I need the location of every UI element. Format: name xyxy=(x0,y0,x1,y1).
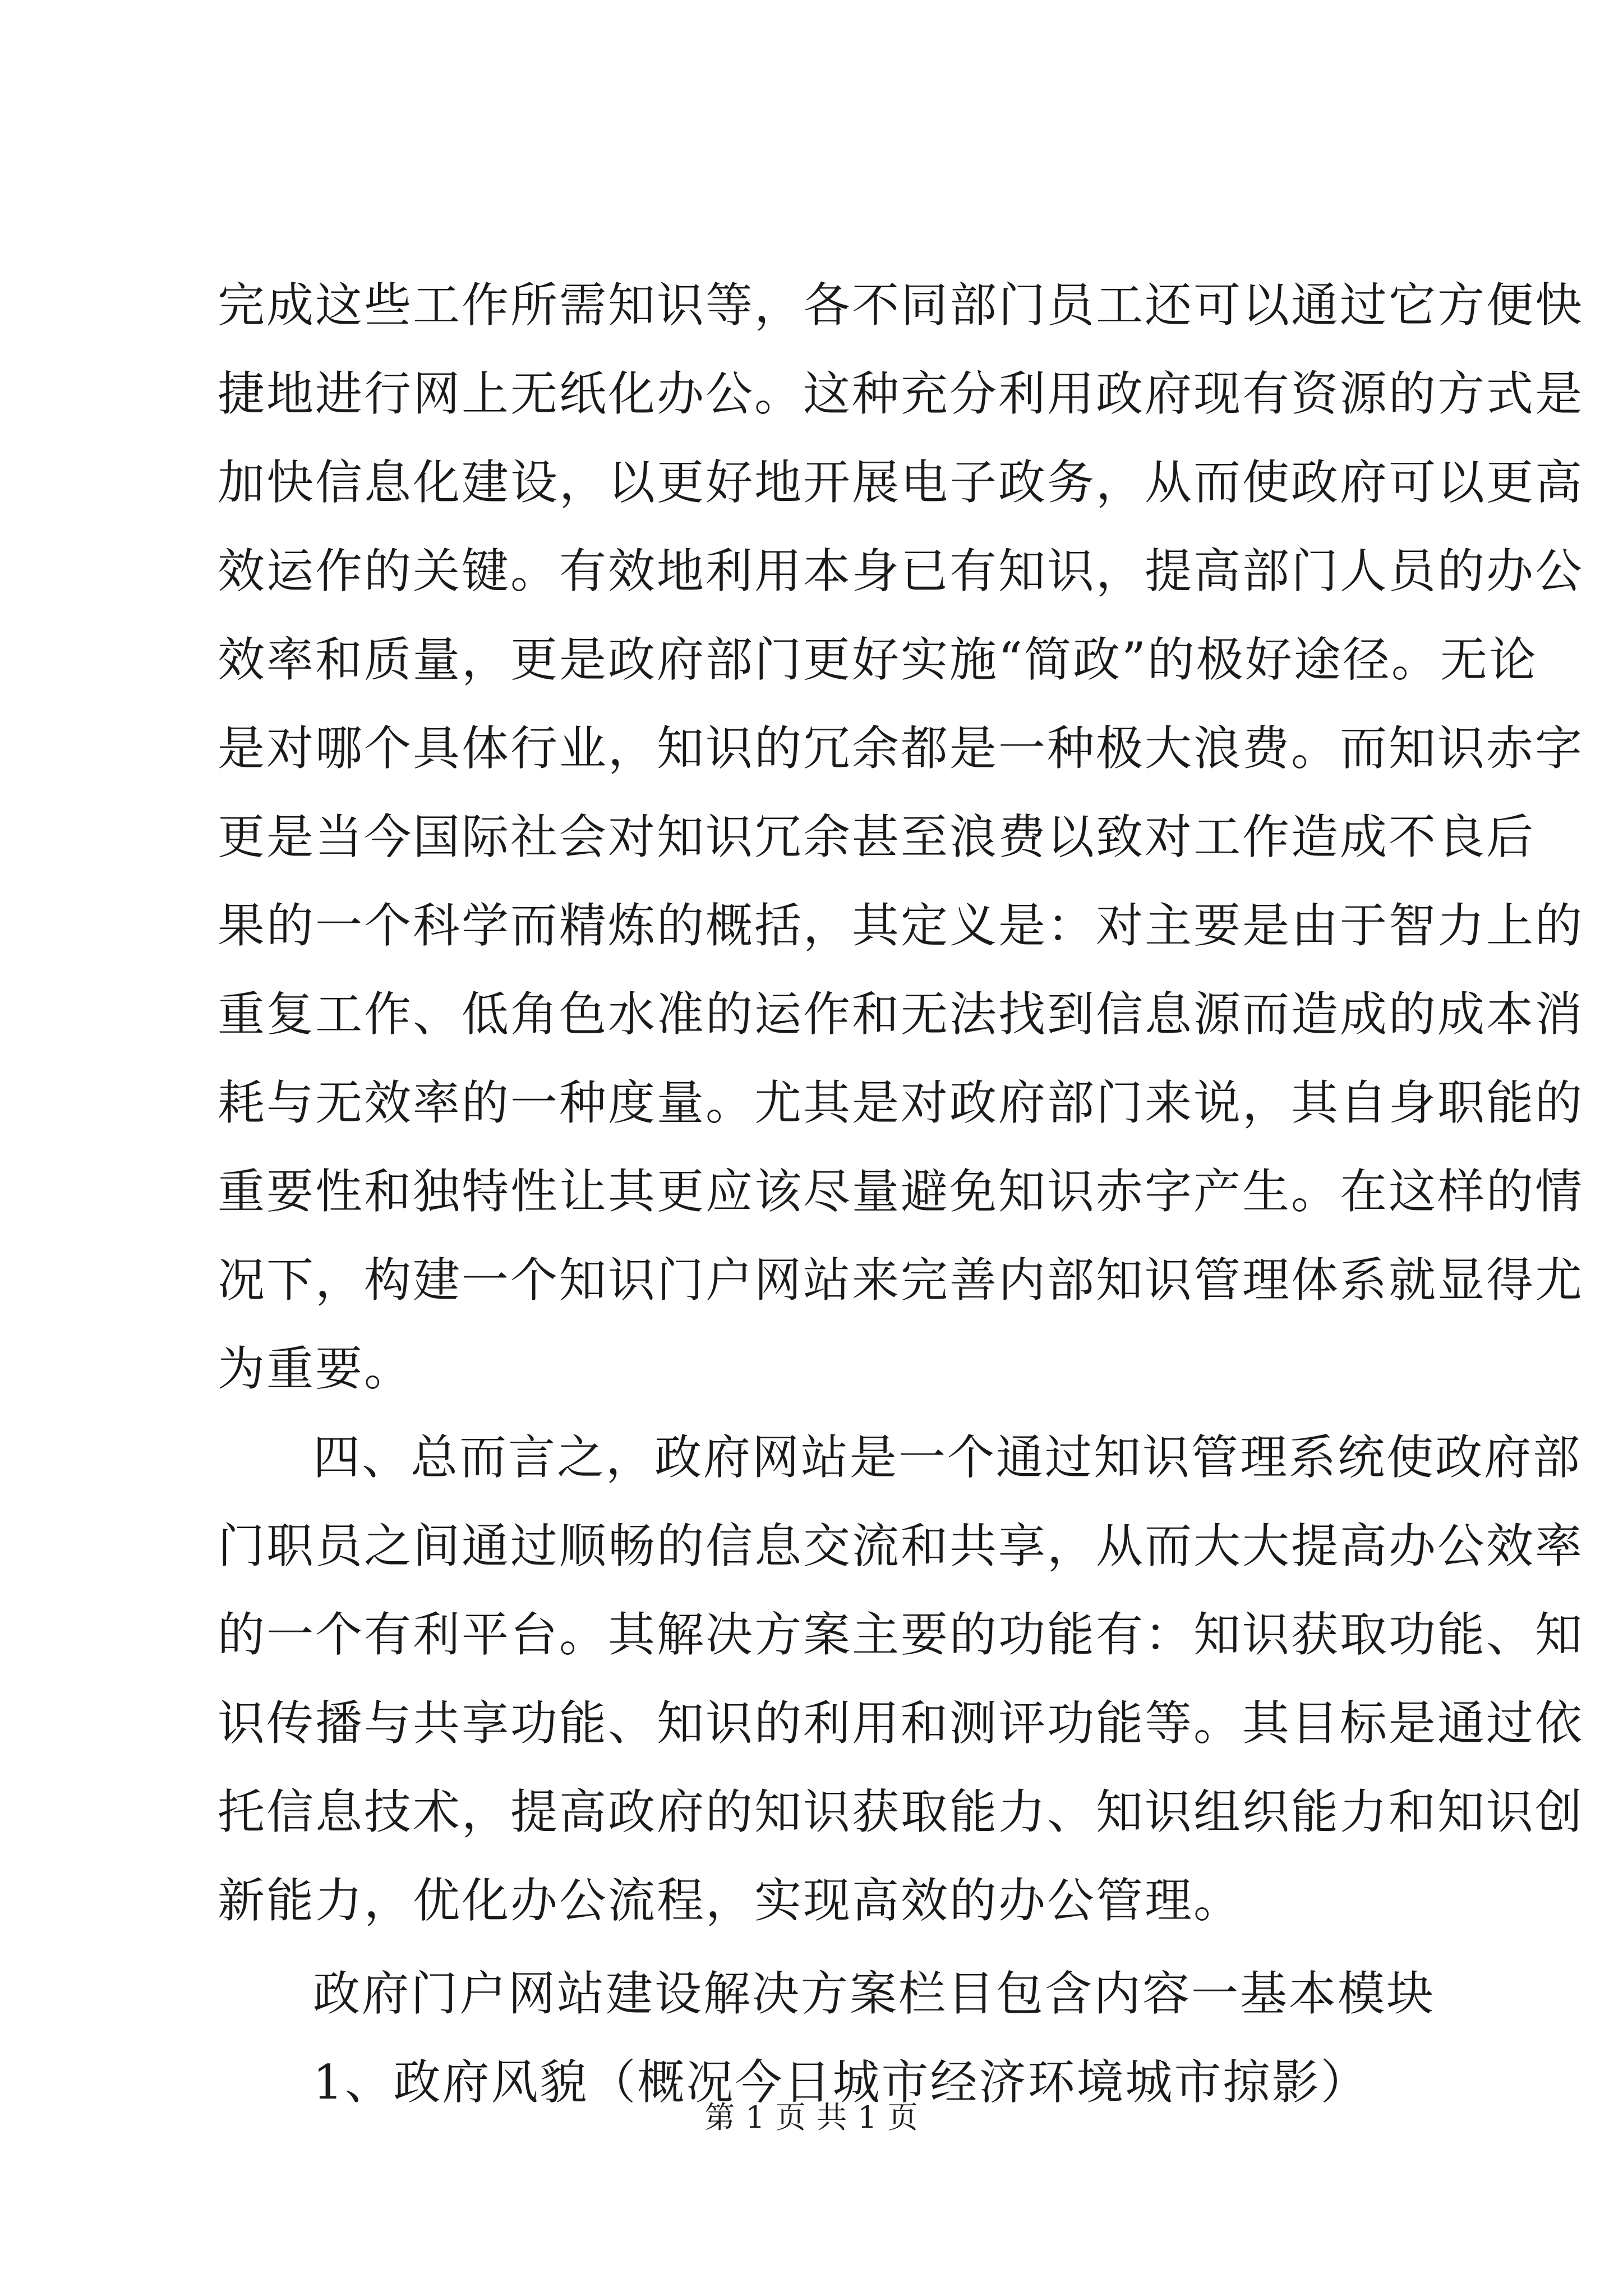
text-line: 重要性和独特性让其更应该尽量避免知识赤字产生。在这样的情 xyxy=(218,1164,1584,1219)
page-footer: 第 1 页 共 1 页 xyxy=(704,2100,919,2135)
paragraph-conclusion xyxy=(218,1413,1584,1945)
text-line: 况下，构建一个知识门户网站来完善内部知识管理体系就显得尤 xyxy=(218,1253,1584,1308)
text-line: 四、总而言之，政府网站是一个通过知识管理系统使政府部 xyxy=(313,1430,1582,1485)
text-line: 捷地进行网上无纸化办公。这种充分利用政府现有资源的方式是 xyxy=(218,366,1584,421)
text-line: 是对哪个具体行业，知识的冗余都是一种极大浪费。而知识赤字 xyxy=(218,721,1584,776)
text-line: 识传播与共享功能、知识的利用和测评功能等。其目标是通过依 xyxy=(218,1696,1584,1751)
text-line: 的一个有利平台。其解决方案主要的功能有：知识获取功能、知 xyxy=(218,1607,1584,1662)
text-line: 加快信息化建设，以更好地开展电子政务，从而使政府可以更高 xyxy=(218,455,1584,510)
text-line: 为重要。 xyxy=(218,1341,413,1396)
text-line: 完成这些工作所需知识等，各不同部门员工还可以通过它方便快 xyxy=(218,278,1584,333)
text-line: 重复工作、低角色水准的运作和无法找到信息源而造成的成本消 xyxy=(218,987,1584,1042)
text-line: 效率和质量，更是政府部门更好实施“简政”的极好途径。无论 xyxy=(218,632,1538,687)
text-line: 门职员之间通过顺畅的信息交流和共享，从而大大提高办公效率 xyxy=(218,1519,1584,1573)
text-line: 果的一个科学而精炼的概括，其定义是：对主要是由于智力上的 xyxy=(218,898,1584,953)
text-line: 耗与无效率的一种度量。尤其是对政府部门来说，其自身职能的 xyxy=(218,1075,1584,1130)
section-heading: 政府门户网站建设解决方案栏目包含内容一基本模块 xyxy=(313,1966,1436,2021)
text-line: 效运作的关键。有效地利用本身已有知识，提高部门人员的办公 xyxy=(218,544,1584,599)
paragraph-knowledge-portal xyxy=(218,261,1584,1413)
text-line: 更是当今国际社会对知识冗余甚至浪费以致对工作造成不良后 xyxy=(218,809,1536,864)
list-item: 1、政府风貌（概况今日城市经济环境城市掠影） xyxy=(313,2055,1370,2110)
text-line: 新能力，优化办公流程，实现高效的办公管理。 xyxy=(218,1873,1243,1928)
document-body xyxy=(218,261,1584,2127)
text-line: 托信息技术，提高政府的知识获取能力、知识组织能力和知识创 xyxy=(218,1784,1584,1839)
